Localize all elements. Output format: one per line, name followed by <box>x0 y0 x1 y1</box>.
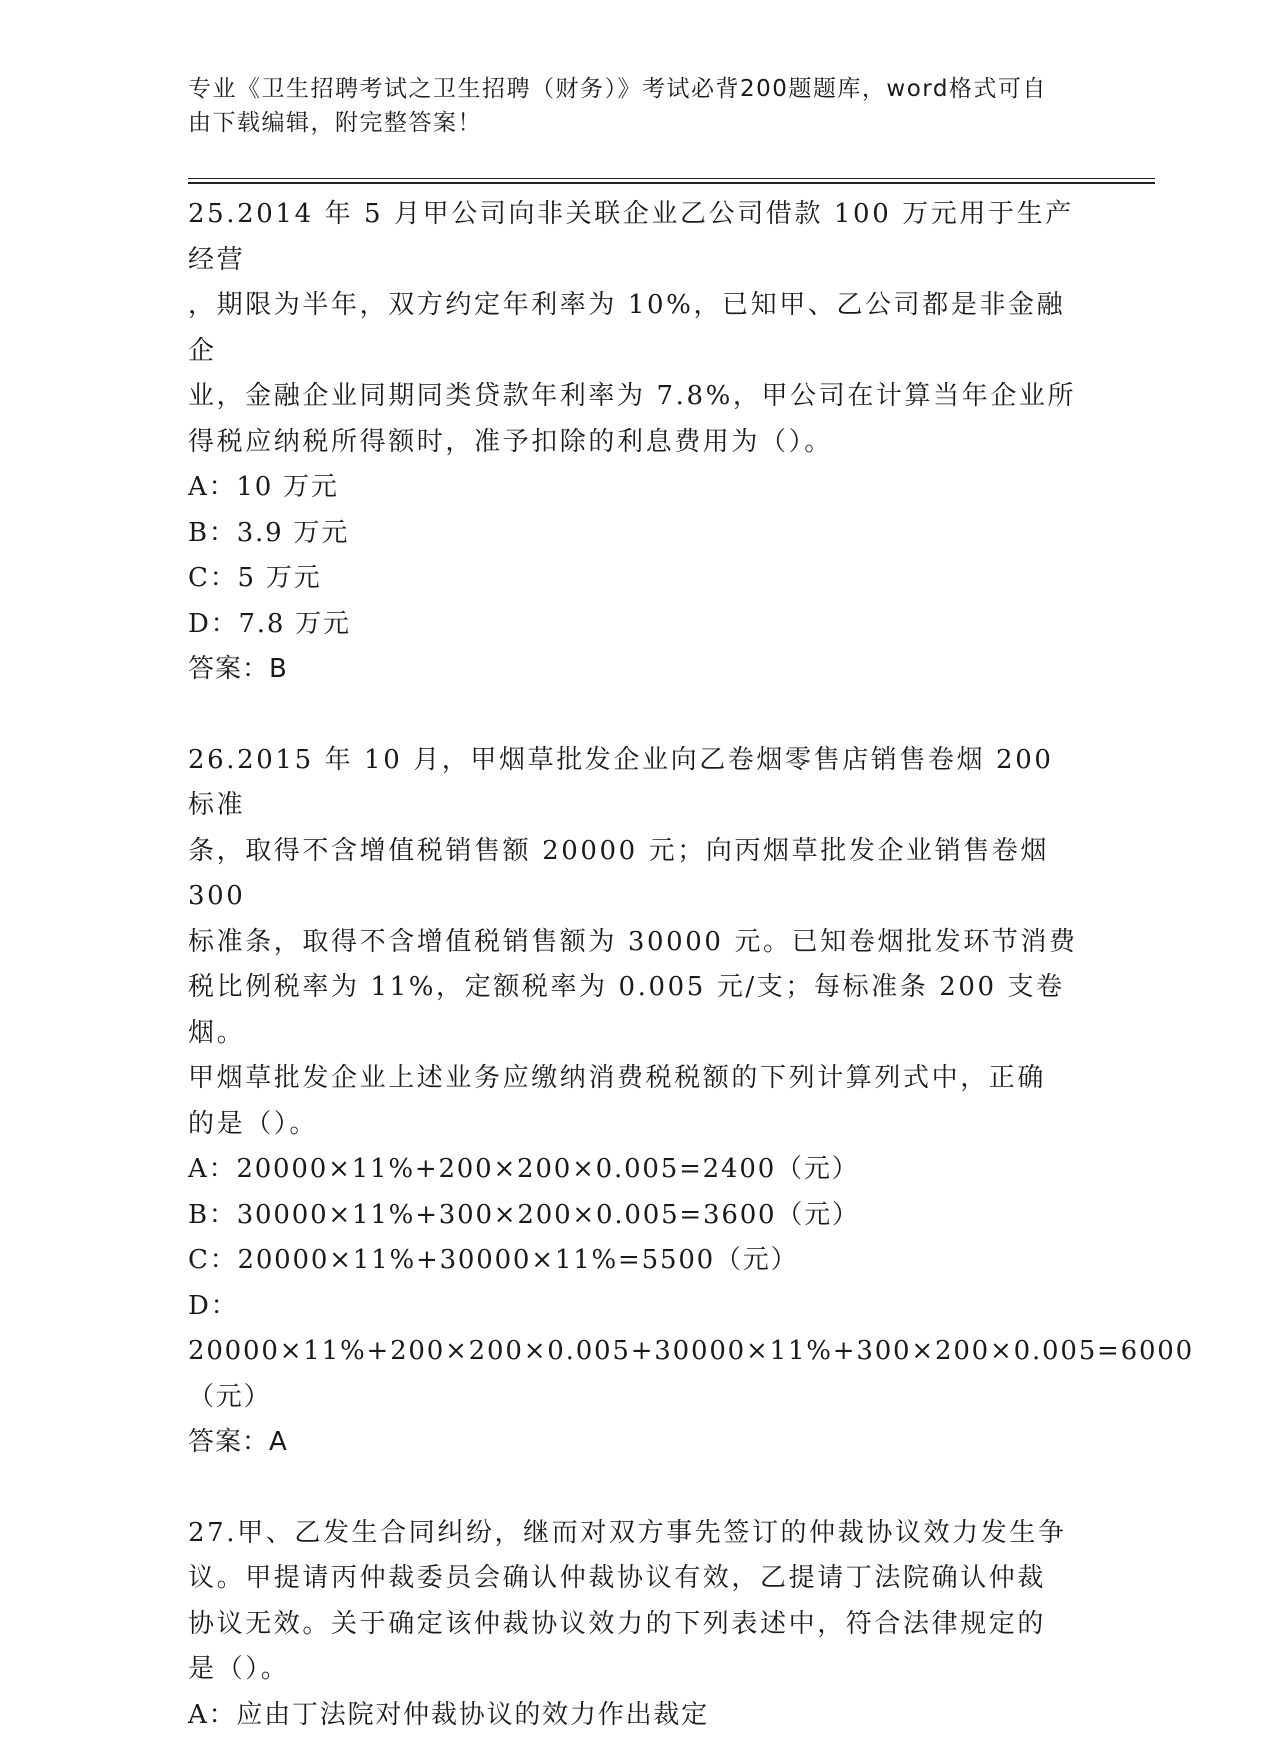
option-c: C：5 万元 <box>188 556 1088 602</box>
question-27 <box>188 1511 1088 1738</box>
stem-line: 标准条，取得不含增值税销售额为 30000 元。已知卷烟批发环节消费 <box>188 920 1088 966</box>
option-b: B：3.9 万元 <box>188 511 1088 557</box>
option-d: D：7.8 万元 <box>188 602 1088 648</box>
stem-line: 协议无效。关于确定该仲裁协议效力的下列表述中，符合法律规定的 <box>188 1602 1088 1648</box>
question-25 <box>188 192 1088 693</box>
spacer <box>188 693 1088 738</box>
header-line-1: 专业《卫生招聘考试之卫生招聘（财务）》考试必背200题题库，word格式可自 <box>188 72 1088 106</box>
stem-line: ，期限为半年，双方约定年利率为 10%，已知甲、乙公司都是非金融企 <box>188 283 1088 374</box>
stem-line: 税比例税率为 11%，定额税率为 0.005 元/支；每标准条 200 支卷烟。 <box>188 965 1088 1056</box>
stem-line: 得税应纳税所得额时，准予扣除的利息费用为（）。 <box>188 420 1088 466</box>
stem-line: 26.2015 年 10 月，甲烟草批发企业向乙卷烟零售店销售卷烟 200 标准 <box>188 738 1088 829</box>
answer-label: 答案：A <box>188 1420 1088 1466</box>
question-list <box>188 192 1088 1738</box>
question-26 <box>188 738 1088 1466</box>
option-c: C：20000×11%+30000×11%=5500（元） <box>188 1238 1088 1284</box>
spacer <box>188 1466 1088 1511</box>
option-a: A：10 万元 <box>188 465 1088 511</box>
stem-line: 27.甲、乙发生合同纠纷，继而对双方事先签订的仲裁协议效力发生争 <box>188 1511 1088 1557</box>
header-line-2: 由下载编辑，附完整答案！ <box>188 106 1088 140</box>
stem-line: 甲烟草批发企业上述业务应缴纳消费税税额的下列计算列式中，正确 <box>188 1056 1088 1102</box>
question-stem <box>188 738 1088 1148</box>
option-d: D：20000×11%+200×200×0.005+30000×11%+300×200×0.005=6000 <box>188 1284 1088 1375</box>
stem-line: 25.2014 年 5 月甲公司向非关联企业乙公司借款 100 万元用于生产经营 <box>188 192 1088 283</box>
stem-line: 议。甲提请丙仲裁委员会确认仲裁协议有效，乙提请丁法院确认仲裁 <box>188 1556 1088 1602</box>
option-a: A：20000×11%+200×200×0.005=2400（元） <box>188 1147 1088 1193</box>
header-divider-thick <box>188 182 1155 184</box>
option-a: A：应由丁法院对仲裁协议的效力作出裁定 <box>188 1693 1088 1738</box>
stem-line: 是（）。 <box>188 1647 1088 1693</box>
stem-line: 业，金融企业同期同类贷款年利率为 7.8%，甲公司在计算当年企业所 <box>188 374 1088 420</box>
answer-label: 答案：B <box>188 647 1088 693</box>
stem-line: 的是（）。 <box>188 1102 1088 1148</box>
stem-line: 条，取得不含增值税销售额 20000 元；向丙烟草批发企业销售卷烟 300 <box>188 829 1088 920</box>
document-header <box>188 72 1088 140</box>
header-divider-thin <box>188 178 1155 179</box>
option-d-continued: （元） <box>188 1375 1088 1421</box>
question-stem <box>188 1511 1088 1693</box>
question-stem <box>188 192 1088 465</box>
option-b: B：30000×11%+300×200×0.005=3600（元） <box>188 1193 1088 1239</box>
